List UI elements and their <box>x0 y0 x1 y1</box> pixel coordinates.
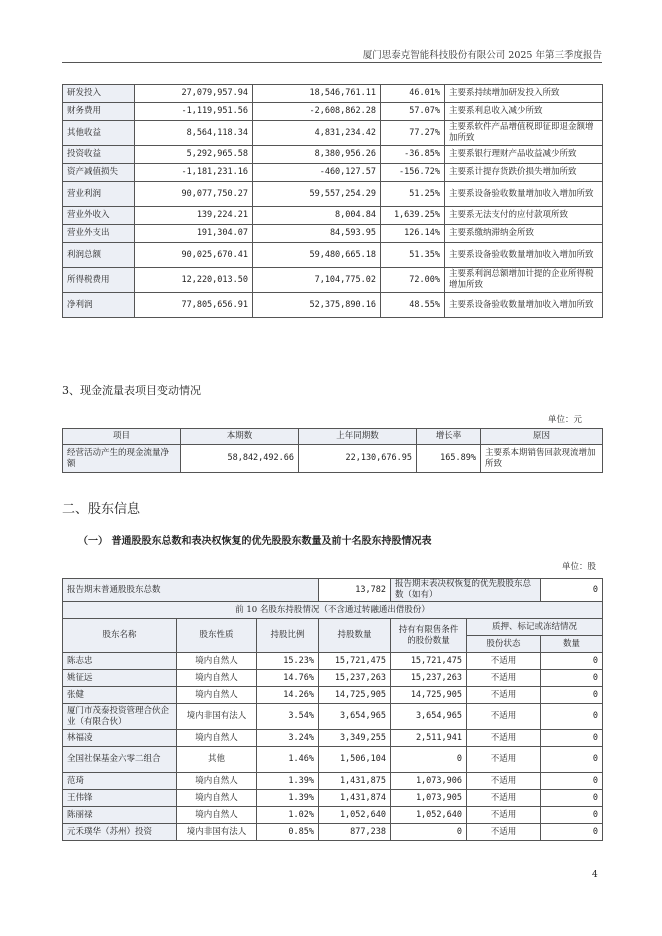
profit-row <box>63 207 603 225</box>
shareholder-qty: 0 <box>541 824 603 841</box>
profit-change-table <box>62 84 603 318</box>
shareholder-qty: 0 <box>541 730 603 747</box>
cash-header-change: 增长率 <box>417 429 481 445</box>
shareholder-qty: 0 <box>541 773 603 790</box>
profit-prior: -2,608,862.28 <box>253 103 381 121</box>
shareholder-row <box>63 747 603 773</box>
shareholder-name: 厦门市茂泰投资管理合伙企业（有限合伙） <box>63 704 177 730</box>
profit-prior: 59,480,665.18 <box>253 243 381 268</box>
profit-item: 研发投入 <box>63 85 135 103</box>
shareholder-status: 不适用 <box>467 687 541 704</box>
profit-current: 77,805,656.91 <box>135 293 253 318</box>
profit-current: -1,181,231.16 <box>135 164 253 182</box>
shareholder-nature: 其他 <box>177 747 257 773</box>
total-holders-value: 13,782 <box>319 579 391 602</box>
profit-reason: 主要系计提存货跌价损失增加所致 <box>445 164 603 182</box>
profit-current: 27,079,957.94 <box>135 85 253 103</box>
shareholder-name: 张健 <box>63 687 177 704</box>
shareholder-restricted: 14,725,905 <box>391 687 467 704</box>
profit-reason: 主要系设备验收数量增加收入增加所致 <box>445 243 603 268</box>
profit-row <box>63 85 603 103</box>
profit-reason: 主要系利息收入减少所致 <box>445 103 603 121</box>
shareholder-qty: 0 <box>541 687 603 704</box>
profit-prior: 8,004.84 <box>253 207 381 225</box>
shareholder-qty: 0 <box>541 790 603 807</box>
shareholder-ratio: 14.76% <box>257 670 319 687</box>
shareholder-name: 全国社保基金六零二组合 <box>63 747 177 773</box>
profit-current: 191,304.07 <box>135 225 253 243</box>
cash-row-prior: 22,130,676.95 <box>299 445 417 473</box>
shareholder-qty: 0 <box>541 747 603 773</box>
shareholder-restricted: 0 <box>391 747 467 773</box>
profit-reason: 主要系软件产品增值税即征即退金额增加所致 <box>445 121 603 146</box>
cash-header-prior: 上年同期数 <box>299 429 417 445</box>
shareholder-qty: 0 <box>541 807 603 824</box>
shareholder-row <box>63 687 603 704</box>
shareholder-restricted: 3,654,965 <box>391 704 467 730</box>
profit-reason: 主要系持续增加研发投入所致 <box>445 85 603 103</box>
shareholder-name: 范琦 <box>63 773 177 790</box>
profit-item: 营业利润 <box>63 182 135 207</box>
shareholder-ratio: 1.02% <box>257 807 319 824</box>
shareholder-restricted: 2,511,941 <box>391 730 467 747</box>
profit-item: 净利润 <box>63 293 135 318</box>
profit-row <box>63 268 603 293</box>
shareholder-qty: 0 <box>541 704 603 730</box>
profit-prior: -460,127.57 <box>253 164 381 182</box>
shareholder-count: 1,431,875 <box>319 773 391 790</box>
profit-item: 利润总额 <box>63 243 135 268</box>
header-count: 持股数量 <box>319 619 391 653</box>
profit-change: 1,639.25% <box>381 207 445 225</box>
profit-current: 139,224.21 <box>135 207 253 225</box>
profit-current: 8,564,118.34 <box>135 121 253 146</box>
profit-row <box>63 225 603 243</box>
section-title-shareholders: 二、股东信息 <box>62 502 141 517</box>
profit-row <box>63 243 603 268</box>
shareholders-table <box>62 578 603 841</box>
shareholder-row <box>63 824 603 841</box>
header-pledge: 质押、标记或冻结情况 <box>467 619 603 636</box>
shareholder-count: 1,431,874 <box>319 790 391 807</box>
profit-current: -1,119,951.56 <box>135 103 253 121</box>
shareholder-nature: 境内自然人 <box>177 687 257 704</box>
shareholder-count: 1,052,640 <box>319 807 391 824</box>
profit-item: 财务费用 <box>63 103 135 121</box>
profit-row <box>63 121 603 146</box>
profit-reason: 主要系利润总额增加计提的企业所得税增加所致 <box>445 268 603 293</box>
profit-item: 投资收益 <box>63 146 135 164</box>
shareholder-restricted: 15,721,475 <box>391 653 467 670</box>
shareholder-count: 3,349,255 <box>319 730 391 747</box>
shareholder-status: 不适用 <box>467 704 541 730</box>
profit-item: 所得税费用 <box>63 268 135 293</box>
profit-change: 126.14% <box>381 225 445 243</box>
shareholder-name: 王伟锋 <box>63 790 177 807</box>
total-holders-label: 报告期末普通股股东总数 <box>63 579 319 602</box>
shareholder-nature: 境内非国有法人 <box>177 824 257 841</box>
shareholder-name: 元禾璞华（苏州）投资 <box>63 824 177 841</box>
shareholder-restricted: 1,052,640 <box>391 807 467 824</box>
shareholder-restricted: 15,237,263 <box>391 670 467 687</box>
shareholder-ratio: 1.39% <box>257 773 319 790</box>
profit-prior: 59,557,254.29 <box>253 182 381 207</box>
shareholder-restricted: 1,073,905 <box>391 790 467 807</box>
shareholder-name: 陈志忠 <box>63 653 177 670</box>
profit-prior: 4,831,234.42 <box>253 121 381 146</box>
cashflow-table <box>62 428 603 473</box>
shareholder-status: 不适用 <box>467 790 541 807</box>
shareholder-nature: 境内自然人 <box>177 807 257 824</box>
header-rule <box>62 62 602 63</box>
shareholder-nature: 境内自然人 <box>177 670 257 687</box>
header-name: 股东名称 <box>63 619 177 653</box>
profit-reason: 主要系银行理财产品收益减少所致 <box>445 146 603 164</box>
shareholder-unit: 单位：股 <box>562 562 597 572</box>
profit-change: -36.85% <box>381 146 445 164</box>
cash-header-reason: 原因 <box>481 429 603 445</box>
profit-row <box>63 164 603 182</box>
cash-row-reason: 主要系本期销售回款现流增加所致 <box>481 445 603 473</box>
profit-prior: 84,593.95 <box>253 225 381 243</box>
shareholder-count: 1,506,104 <box>319 747 391 773</box>
shareholder-row <box>63 790 603 807</box>
pref-holders-value: 0 <box>541 579 603 602</box>
cash-header-current: 本期数 <box>181 429 299 445</box>
shareholder-name: 姚征远 <box>63 670 177 687</box>
header-restricted: 持有有限售条件的股份数量 <box>391 619 467 653</box>
profit-row <box>63 103 603 121</box>
header-qty: 数量 <box>541 636 603 653</box>
profit-change: -156.72% <box>381 164 445 182</box>
shareholder-nature: 境内自然人 <box>177 653 257 670</box>
shareholder-nature: 境内自然人 <box>177 730 257 747</box>
profit-change: 72.00% <box>381 268 445 293</box>
shareholder-status: 不适用 <box>467 730 541 747</box>
cash-row-current: 58,842,492.66 <box>181 445 299 473</box>
header-ratio: 持股比例 <box>257 619 319 653</box>
page-header: 厦门思泰克智能科技股份有限公司 2025 年第三季度报告 <box>362 50 602 61</box>
profit-change: 77.27% <box>381 121 445 146</box>
shareholder-qty: 0 <box>541 670 603 687</box>
shareholder-ratio: 3.24% <box>257 730 319 747</box>
shareholder-row <box>63 807 603 824</box>
shareholder-status: 不适用 <box>467 670 541 687</box>
cashflow-unit: 单位：元 <box>548 415 583 425</box>
profit-prior: 7,104,775.02 <box>253 268 381 293</box>
header-status: 股份状态 <box>467 636 541 653</box>
shareholder-count: 3,654,965 <box>319 704 391 730</box>
cash-row-change: 165.89% <box>417 445 481 473</box>
shareholder-count: 15,721,475 <box>319 653 391 670</box>
profit-row <box>63 146 603 164</box>
cashflow-heading: 3、现金流量表项目变动情况 <box>62 384 201 397</box>
top10-title: 前 10 名股东持股情况（不含通过转融通出借股份） <box>63 602 603 619</box>
page-number: 4 <box>592 870 598 880</box>
profit-item: 其他收益 <box>63 121 135 146</box>
shareholder-status: 不适用 <box>467 824 541 841</box>
profit-current: 90,025,670.41 <box>135 243 253 268</box>
shareholder-qty: 0 <box>541 653 603 670</box>
profit-reason: 主要系设备验收数量增加收入增加所致 <box>445 182 603 207</box>
shareholder-ratio: 15.23% <box>257 653 319 670</box>
shareholder-restricted: 0 <box>391 824 467 841</box>
shareholder-row <box>63 730 603 747</box>
profit-prior: 18,546,761.11 <box>253 85 381 103</box>
cash-header-item: 项目 <box>63 429 181 445</box>
profit-reason: 主要系设备验收数量增加收入增加所致 <box>445 293 603 318</box>
shareholder-count: 877,238 <box>319 824 391 841</box>
shareholder-count: 14,725,905 <box>319 687 391 704</box>
cash-row-item: 经营活动产生的现金流量净额 <box>63 445 181 473</box>
profit-reason: 主要系无法支付的应付款项所致 <box>445 207 603 225</box>
shareholder-count: 15,237,263 <box>319 670 391 687</box>
shareholder-nature: 境内非国有法人 <box>177 704 257 730</box>
shareholder-nature: 境内自然人 <box>177 773 257 790</box>
shareholder-restricted: 1,073,906 <box>391 773 467 790</box>
profit-change: 57.07% <box>381 103 445 121</box>
shareholder-row <box>63 653 603 670</box>
shareholder-status: 不适用 <box>467 807 541 824</box>
profit-item: 资产减值损失 <box>63 164 135 182</box>
profit-change: 48.55% <box>381 293 445 318</box>
shareholder-ratio: 1.46% <box>257 747 319 773</box>
shareholder-row <box>63 670 603 687</box>
profit-row <box>63 182 603 207</box>
profit-change: 51.35% <box>381 243 445 268</box>
profit-prior: 8,380,956.26 <box>253 146 381 164</box>
shareholder-status: 不适用 <box>467 747 541 773</box>
shareholder-name: 陈丽禄 <box>63 807 177 824</box>
profit-current: 5,292,965.58 <box>135 146 253 164</box>
shareholder-status: 不适用 <box>467 653 541 670</box>
pref-holders-label: 报告期末表决权恢复的优先股股东总数（如有） <box>391 579 541 602</box>
profit-current: 90,077,750.27 <box>135 182 253 207</box>
shareholder-row <box>63 773 603 790</box>
profit-change: 51.25% <box>381 182 445 207</box>
shareholder-name: 林福凌 <box>63 730 177 747</box>
profit-prior: 52,375,890.16 <box>253 293 381 318</box>
profit-item: 营业外支出 <box>63 225 135 243</box>
shareholder-ratio: 1.39% <box>257 790 319 807</box>
shareholder-row <box>63 704 603 730</box>
shareholder-ratio: 0.85% <box>257 824 319 841</box>
profit-row <box>63 293 603 318</box>
shareholder-ratio: 3.54% <box>257 704 319 730</box>
shareholder-status: 不适用 <box>467 773 541 790</box>
subsection-title: （一） 普通股股东总数和表决权恢复的优先股股东数量及前十名股东持股情况表 <box>78 536 432 547</box>
profit-change: 46.01% <box>381 85 445 103</box>
profit-reason: 主要系缴纳滞纳金所致 <box>445 225 603 243</box>
shareholder-ratio: 14.26% <box>257 687 319 704</box>
profit-current: 12,220,013.50 <box>135 268 253 293</box>
shareholder-nature: 境内自然人 <box>177 790 257 807</box>
header-nature: 股东性质 <box>177 619 257 653</box>
profit-item: 营业外收入 <box>63 207 135 225</box>
